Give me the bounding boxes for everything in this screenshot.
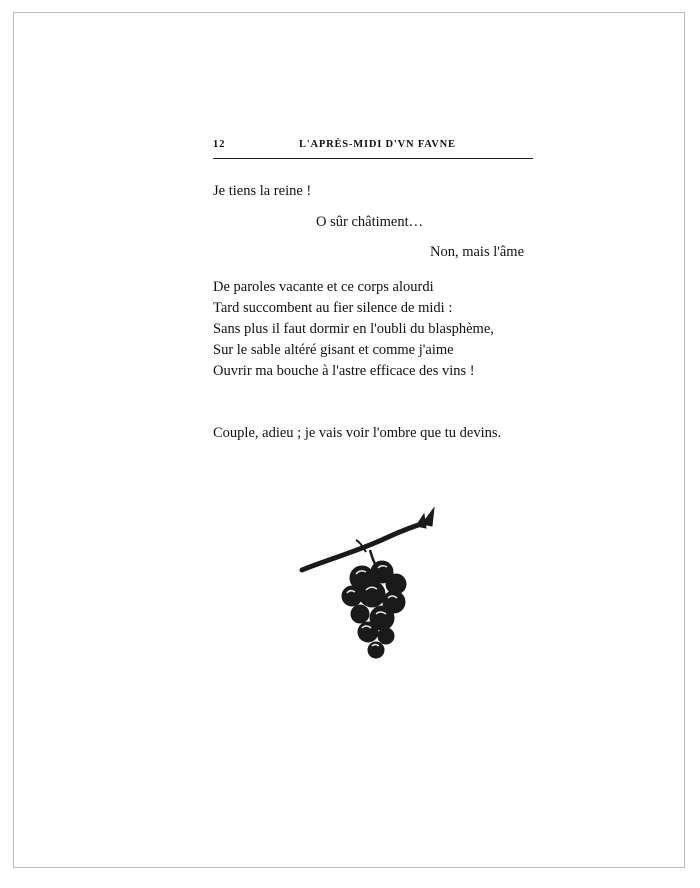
running-head xyxy=(213,139,533,155)
page-number: 12 xyxy=(213,139,226,150)
closing-verse-line: Couple, adieu ; je vais voir l'ombre que tu devins. xyxy=(213,425,502,441)
verse-line: O sûr châtiment… xyxy=(316,214,424,230)
verse-line: Sur le sable altéré gisant et comme j'aime xyxy=(213,342,454,358)
verse-line: Tard succombent au fier silence de midi : xyxy=(213,300,453,316)
verse-line: De paroles vacante et ce corps alourdi xyxy=(213,279,434,295)
header-rule xyxy=(213,158,533,159)
grape-cluster-icon xyxy=(296,500,444,662)
verse-line: Sans plus il faut dormir en l'oubli du blasphème, xyxy=(213,321,494,337)
verse-line: Ouvrir ma bouche à l'astre efficace des vins ! xyxy=(213,363,475,379)
verse-line: Non, mais l'âme xyxy=(430,244,525,260)
stanza xyxy=(213,277,494,382)
verse-line: Je tiens la reine ! xyxy=(213,183,312,199)
running-title: L'APRÈS-MIDI D'VN FAVNE xyxy=(299,139,456,150)
